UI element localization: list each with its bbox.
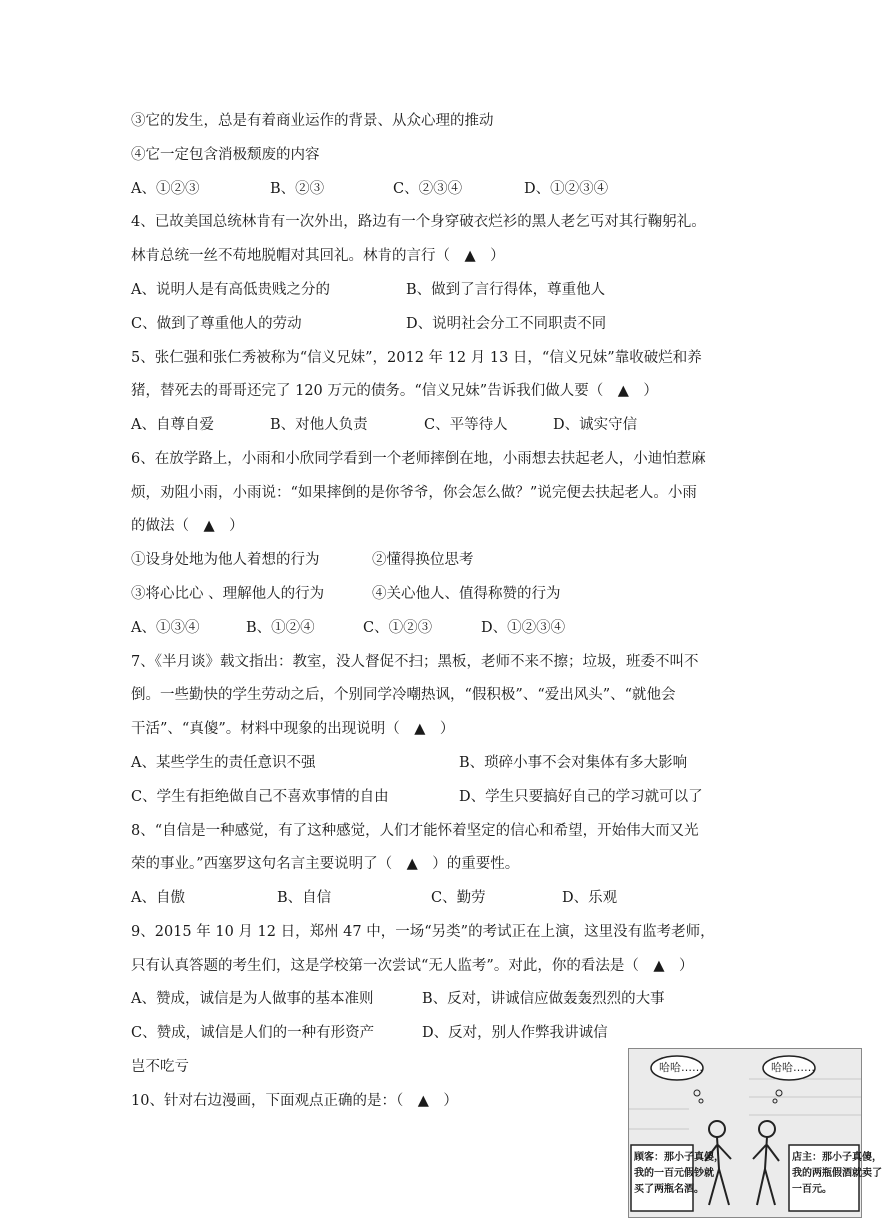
statement: ④关心他人、值得称赞的行为: [372, 586, 561, 602]
caption-line: 我的两瓶假酒就卖了: [792, 1168, 882, 1179]
option: B、对他人负责: [270, 417, 368, 433]
caption-line: 买了两瓶名酒。: [634, 1184, 704, 1195]
question-9-text: 9、2015 年 10 月 12 日，郑州 47 中，一场“另类”的考试正在上演，这里没有监考老师，: [131, 924, 715, 940]
option: C、学生有拒绝做自己不喜欢事情的自由: [131, 789, 389, 805]
statement: ①设身处地为他人着想的行为: [131, 552, 320, 568]
text-line: 猪，替死去的哥哥还完了 120 万元的债务。“信义兄妹”告诉我们做人要（ ▲ ）: [131, 383, 658, 399]
option: B、②③: [270, 181, 325, 197]
option: B、反对，讲诚信应做轰轰烈烈的大事: [422, 991, 665, 1007]
option: C、②③④: [393, 181, 463, 197]
caption-right: [792, 1150, 882, 1198]
option: B、琐碎小事不会对集体有多大影响: [459, 755, 688, 771]
question-6-text: 6、在放学路上，小雨和小欣同学看到一个老师摔倒在地，小雨想去扶起老人，小迪怕惹麻: [131, 451, 706, 467]
text-line: 倒。一些勤快的学生劳动之后，个别同学冷嘲热讽，“假积极”、“爱出风头”、“就他会: [131, 687, 676, 703]
caption-left: [634, 1150, 724, 1198]
option: D、①②③④: [524, 181, 609, 197]
option: A、某些学生的责任意识不强: [131, 755, 316, 771]
option: C、做到了尊重他人的劳动: [131, 316, 302, 332]
option: A、赞成，诚信是为人做事的基本准则: [131, 991, 374, 1007]
caption-line: 我的一百元假钞就: [634, 1168, 714, 1179]
question-10-text: 10、针对右边漫画，下面观点正确的是：（ ▲ ）: [131, 1093, 458, 1109]
text-line: ④它一定包含消极颓废的内容: [131, 147, 320, 163]
option: A、①③④: [131, 620, 200, 636]
option: C、勤劳: [431, 890, 486, 906]
caption-line: 一百元。: [792, 1184, 832, 1195]
statement: ③将心比心 、理解他人的行为: [131, 586, 325, 602]
text-line: ③它的发生，总是有着商业运作的背景、从众心理的推动: [131, 113, 494, 129]
question-7-text: 7、《半月谈》载文指出：教室，没人督促不扫；黑板，老师不来不擦；垃圾，班委不叫不: [131, 654, 699, 670]
text-line: 岂不吃亏: [131, 1059, 189, 1075]
caption-line: 店主：那小子真傻，: [792, 1152, 882, 1163]
option: D、诚实守信: [553, 417, 638, 433]
option: B、做到了言行得体，尊重他人: [406, 282, 606, 298]
option: D、说明社会分工不同职责不同: [406, 316, 607, 332]
speech-bubble-right: 哈哈……: [771, 1061, 815, 1074]
text-line: 干活”、“真傻”。材料中现象的出现说明（ ▲ ）: [131, 721, 455, 737]
statement: ②懂得换位思考: [372, 552, 474, 568]
caption-line: 顾客：那小子真傻，: [634, 1152, 724, 1163]
option: D、反对，别人作弊我讲诚信: [422, 1025, 608, 1041]
text-line: 只有认真答题的考生们，这是学校第一次尝试“无人监考”。对此，你的看法是（ ▲ ）: [131, 958, 694, 974]
cartoon-illustration: [628, 1048, 882, 1218]
speech-bubble-left: 哈哈……: [659, 1061, 703, 1074]
text-line: 的做法（ ▲ ）: [131, 518, 244, 534]
question-8-text: 8、“自信是一种感觉，有了这种感觉，人们才能怀着坚定的信心和希望，开始伟大而又光: [131, 823, 699, 839]
text-line: 荣的事业。”西塞罗这句名言主要说明了（ ▲ ）的重要性。: [131, 856, 520, 872]
option: A、自傲: [131, 890, 185, 906]
text-line: 林肯总统一丝不苟地脱帽对其回礼。林肯的言行（ ▲ ）: [131, 248, 505, 264]
option: C、平等待人: [424, 417, 508, 433]
option: C、赞成，诚信是人们的一种有形资产: [131, 1025, 375, 1041]
text-line: 烦，劝阻小雨，小雨说：“如果摔倒的是你爷爷，你会怎么做？”说完便去扶起老人。小雨: [131, 485, 697, 501]
option: C、①②③: [363, 620, 433, 636]
option: D、学生只要搞好自己的学习就可以了: [459, 789, 703, 805]
question-4-text: 4、已故美国总统林肯有一次外出，路边有一个身穿破衣烂衫的黑人老乞丐对其行鞠躬礼。: [131, 214, 706, 230]
question-5-text: 5、张仁强和张仁秀被称为“信义兄妹”，2012 年 12 月 13 日，“信义兄妹”靠收破烂和养: [131, 350, 702, 366]
option: A、说明人是有高低贵贱之分的: [131, 282, 330, 298]
option: B、①②④: [246, 620, 315, 636]
option: B、自信: [277, 890, 332, 906]
option: D、①②③④: [481, 620, 566, 636]
option: A、自尊自爱: [131, 417, 214, 433]
option: D、乐观: [562, 890, 618, 906]
option: A、①②③: [131, 181, 200, 197]
